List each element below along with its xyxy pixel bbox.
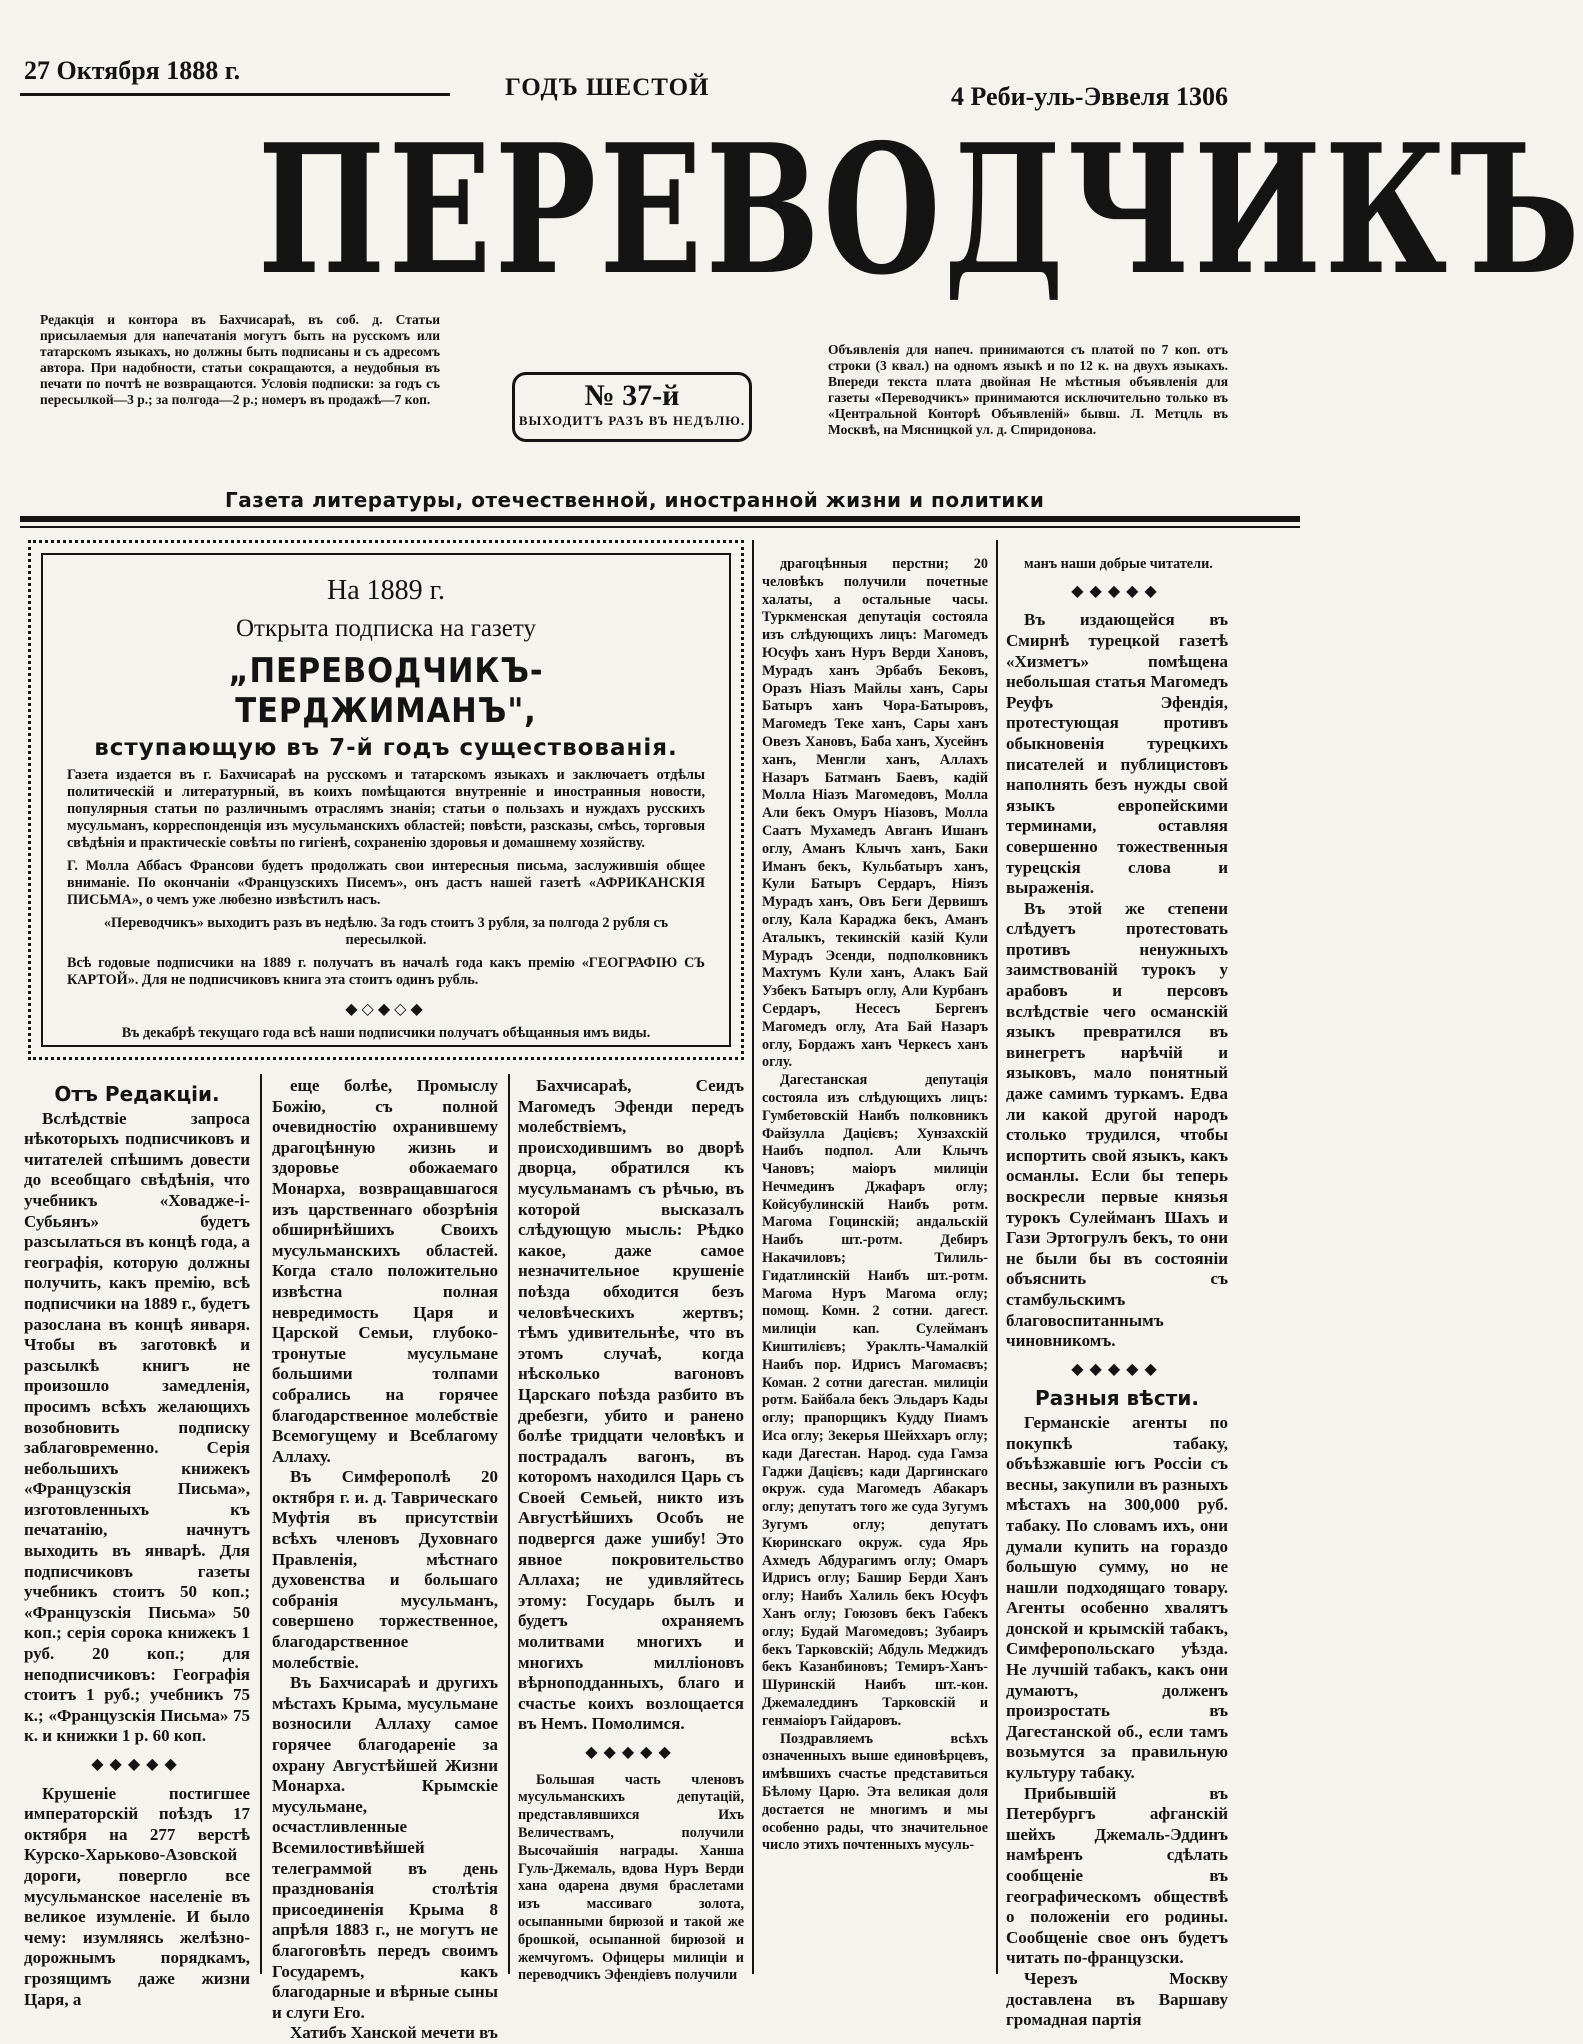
announcement-entering: вступающую въ 7-й годъ существованія. — [94, 735, 678, 761]
issue-frequency: ВЫХОДИТЪ РАЗЪ ВЪ НЕДѢЛЮ. — [518, 413, 746, 428]
issue-number-box — [512, 372, 752, 442]
column-5-text-1: манъ наши добрые читатели. — [1024, 556, 1213, 572]
ornament-divider: ◆◆◆◆◆ — [585, 1744, 677, 1761]
column-4-text-1: драгоцѣнныя перстни; 20 человѣкъ получили почетные халаты, а остальные часы. Туркменская депутація состояла изъ слѣдующихъ лицъ: Магомедъ Юсуфъ ханъ Нуръ Верди Хановъ, Мурадъ ханъ Эрбабъ Бековъ, Оразъ Ніазъ Майлы ханъ, Сары Батыръ ханъ Чора-Батыровъ, Магомедъ Теке ханъ, Сары ханъ Овезъ Хановъ, Баба ханъ, Хусейнъ ханъ, Менгли ханъ, Аллахъ Назаръ Батманъ Баевъ, кадій Молла Ніазъ Магомедовъ, Молла Али бекъ Омуръ Ніазовъ, Молла Саатъ Мухамедъ Авганъ Ишанъ оглу, Аманъ Клычъ ханъ, Баки Иманъ бекъ, Кульбатыръ ханъ, Кули Батыръ Сердаръ, Ніязъ Мурадъ ханъ, Овъ Беги Дервишъ оглу, Кала Караджа бекъ, Аманъ Аталыкъ, текинскій казій Кули Мурадъ Эсенди, подполковникъ Махтумъ Кули ханъ, Алакъ Бай Узбекъ Батыръ оглу, Али Курбанъ Сердаръ, Несесъ Бергенъ Магомедъ оглу, Ата Бай Назаръ оглу, Бордажъ ханъ Черкесъ ханъ оглу. — [762, 556, 988, 1071]
column-2-text-2: Въ Симферополѣ 20 октября г. и. д. Таврическаго Муфтія въ присутствіи всѣхъ членовъ Духовнаго Правленія, мѣстнаго духовенства и большаго собранія мусульманъ, совершено торжественное, благодарственное молебствіе. — [272, 1467, 498, 1672]
column-rule — [260, 1074, 262, 1974]
column-4 — [762, 556, 988, 1855]
column-5-text-5: Прибывшій въ Петербургъ афганскій шейхъ Джемаль-Эддинъ намѣренъ сдѣлать сообщеніе въ географическомъ обществѣ о положеніи его родины. Сообщеніе свое онъ будетъ читать по-французски. — [1006, 1783, 1228, 1968]
column-5-text-4: Германскіе агенты по покупкѣ табаку, объѣзжавшіе югъ Россіи съ весны, закупили въ разныхъ мѣстахъ на 300,000 руб. табаку. По словамъ ихъ, они думали купить на гораздо большую сумму, но не нашли подходящаго товару. Агенты особенно хвалятъ донской и крымскій табакъ, Симферопольскаго уѣзда. Не лучшій табакъ, какъ они думаютъ, долженъ произростать въ Дагестанской об., если тамъ возьмутся за правильную культуру табаку. — [1006, 1412, 1228, 1783]
column-rule — [996, 540, 998, 1974]
announcement-open: Открыта подписка на газету — [236, 615, 536, 642]
column-3-text-1: Бахчисараѣ, Сеидъ Магомедъ Эфенди передъ молебствіемъ, происходившимъ во дворѣ дворца, обратился къ мусульманамъ съ рѣчью, въ которой высказалъ слѣдующую мысль: Рѣдко какое, даже самое незначительное крушеніе поѣзда обходится безъ человѣческихъ жертвъ; тѣмъ удивительнѣе, что въ этомъ случаѣ, когда нѣсколько вагоновъ Царскаго поѣзда разбито въ дребезги, убито и ранено болѣе тридцати человѣкъ и пострадалъ вагонъ, въ которомъ находился Царь съ Своей Семьей, никто изъ Августѣйшихъ Особъ не подвергся даже ушибу! Это явное покровительство Аллаха; не удивляйтесь этому: Государь былъ и будетъ охраняемъ молитвами многихъ и многихъ милліоновъ вѣрноподданныхъ, благо и счастье коихъ возлощается въ Немъ. Помолимся. — [518, 1076, 744, 1734]
masthead-title: ПЕРЕВОДЧИКЪ — [257, 105, 1583, 314]
announcement-text-5: Въ декабрѣ текущаго года всѣ наши подписчики получатъ обѣщанныя имъ виды. — [121, 1025, 651, 1041]
newspaper-subtitle: Газета литературы, отечественной, иностранной жизни и политики — [225, 488, 1045, 512]
column-1-text-1: Вслѣдствіе запроса нѣкоторыхъ подписчиковъ и читателей спѣшимъ довести до всеобщаго свѣдѣнія, что учебникъ «Ховадже-і-Субьянъ» будетъ разсылаться въ концѣ года, а географія, которую должны получить, какъ премію, всѣ подписчики на 1889 г., будетъ разослана въ концѣ января. Чтобы въ заготовкѣ и разсылкѣ книгъ не произошло замедленія, просимъ всѣхъ желающихъ возобновить подписку заблаговременно. Серія небольшихъ книжекъ «Французскія Письма», изготовленныхъ къ печатанію, начнутъ выходить въ январѣ. Для подписчиковъ газеты учебникъ стоитъ 50 коп.; «Французскія Письма» 50 коп.; серія сорока книжекъ 1 руб. 20 коп.; для неподписчиковъ: Географія стоитъ 1 руб.; учебникъ 75 к.; «Французскія Письма» 75 к. и книжки 1 р. 60 коп. — [24, 1108, 250, 1746]
date-hijri: 4 Реби-уль-Эввеля 1306 — [951, 82, 1228, 111]
announcement-year: На 1889 г. — [327, 575, 445, 606]
column-1 — [24, 1080, 250, 2010]
column-4-text-2: Дагестанская депутація состояла изъ слѣдующихъ лицъ: Гумбетовскій Наибъ полковникъ Файзулла Дацієвъ; Хунзахскій Наибъ подпол. Али Клычъ Чановъ; маіоръ милиціи Нечмединъ Джафаръ оглу; Койсубулинскій Наибъ ротм. Магома Гоцинскій; андальскій Наибъ шт.-ротм. Дебиръ Накачиловъ; Тилиль-Гидатлинскій Наибъ шт.-ротм. Магома Нуръ Магома оглу; помощ. Комн. 2 сотни. дагест. милиціи кап. Сулейманъ Киштилієвъ; Ураклть-Чамалкій Наибъ пор. Идрисъ Магомаєвъ; Коман. 2 сотни дагестан. милиціи ротм. Байбала бекъ Эльдаръ Кады оглу; прапорщикъ Кудду Пиамъ Иса оглу; Зекерья Шейххаръ оглу; кади Дагестан. Народ. суда Гамза Гаджи Дацієвъ; кади Даргинскаго окруж. суда Магомедъ Абакаръ оглу; депутатъ того же суда Зугумъ Зугумъ оглу; депутатъ Кюринскаго окруж. суда Ярь Ахмедъ Абдурагимъ оглу; Омаръ Идрисъ оглу; Башир Берди Ханъ оглу; Наибъ Халиль бекъ Юсуфъ Ханъ оглу; Гоюзовъ бекъ Габекъ оглу; Будай Магомедовъ; Зубаиръ бекъ Тарковскій; Абдуль Меджидъ бекъ Казанбиновъ; Темиръ-Ханъ-Шуринскій Наибъ шт.-кон. Джемаледдинъ Тарковскій и генмаіоръ Гайдаровъ. — [762, 1072, 988, 1729]
column-2 — [272, 1076, 498, 2044]
announcement-frame — [41, 553, 731, 1047]
header-rule — [20, 93, 450, 96]
announcement-text-3: «Переводчикъ» выходитъ разъ въ недѣлю. За годъ стоитъ 3 рубля, за полгода 2 рубля съ пересылкой. — [103, 915, 669, 948]
ornament-divider: ◆◆◆◆◆ — [1071, 582, 1163, 600]
section-title-news: Разныя вѣсти. — [1035, 1386, 1199, 1411]
announcement-text-4: Всѣ годовые подписчики на 1889 г. получатъ въ началѣ года какъ премію «ГЕОГРАФІЮ СЪ КАРТОЙ». Для не подписчиковъ книга эта стоитъ одинъ рубль. — [67, 955, 705, 988]
column-2-text-3: Въ Бахчисараѣ и другихъ мѣстахъ Крыма, мусульмане возносили Аллаху самое горячее благодареніе за охрану Августѣйшей Жизни Монарха. Крымскіе мусульмане, осчастливленные Всемилостивѣйшей телеграммой въ день празднованія столѣтія присоединенія Крыма 8 апрѣля 1883 г., не могутъ не благоговѣть передъ своимъ Государемъ, какъ благодарные и вѣрные сыны и слуги Его. — [272, 1673, 498, 2022]
column-rule — [752, 540, 754, 1974]
header-divider-thin — [20, 526, 1300, 528]
issue-number: № 37-й — [584, 379, 680, 412]
header-divider-thick — [20, 516, 1300, 522]
column-3 — [518, 1076, 744, 1985]
date-gregorian: 27 Октября 1888 г. — [24, 56, 241, 85]
column-4-text-3: Поздравляемъ всѣхъ означенныхъ выше единовѣрцевъ, имѣвшихъ счастье представиться Бѣлому Царю. Эта великая доля достается не многимъ и мы особенно рады, что значительное число этихъ почтенныхъ мусуль- — [762, 1730, 988, 1854]
column-5-text-2: Въ издающейся въ Смирнѣ турецкой газетѣ «Хизметъ» помѣщена небольшая статья Магомедъ Реуфъ Эфендія, протестующая противъ обыкновенія турецкихъ писателей и публицистовъ наполнять безъ нужды свой языкъ европейскими терминами, оставляя совершенно тожественныя турецскія слова и выраженія. — [1006, 610, 1228, 898]
ornament-divider: ◆◇◆◇◆ — [345, 1001, 427, 1018]
announcement-paper-name: „ПЕРЕВОДЧИКЪ-ТЕРДЖИМАНЪ", — [228, 651, 544, 731]
column-2-text-4: Хатибъ Ханской мечети въ — [290, 2023, 498, 2043]
column-5-text-6: Черезъ Москву доставлена въ Варшаву громадная партія — [1006, 1968, 1228, 2030]
ornament-divider: ◆◆◆◆◆ — [1071, 1360, 1163, 1378]
announcement-text-1: Газета издается въ г. Бахчисараѣ на русскомъ и татарскомъ языкахъ и заключаетъ отдѣлы политическій и литературный, въ коихъ помѣщаются внутренніе и иностранныя новости, популярныя статьи по различнымъ отраслямъ знанія; статьи о пользахъ и нуждахъ русскихъ мусульманъ, корреспонденція изъ мусульманскихъ областей; повѣсти, разсказы, смѣсь, торговыя свѣдѣнія и практическіе совѣты по гигіенѣ, сохраненію здоровья и домашнему хозяйству. — [67, 767, 705, 851]
publication-year: ГОДЪ ШЕСТОЙ — [505, 74, 710, 101]
column-1-text-2: Крушеніе постигшее императорскій поѣздъ 17 октября на 277 верстѣ Курско-Харьково-Азовской дороги, повергло все мусульманское населеніе въ великое изумленіе. И было чему: изумляясь желѣзно-дорожнымъ порядкамъ, грозящимъ даже жизни Царя, а — [24, 1783, 250, 2009]
advertising-note: Объявленія для напеч. принимаются съ платой по 7 коп. отъ строки (3 квал.) на одномъ языкѣ и по 12 к. на двухъ языкахъ. Впереди текста плата двойная Не мѣстныя объявленія для газеты «Переводчикъ» принимаются исключительно только въ «Центральной Конторѣ Объявленій» бывш. Л. Метцль въ Москвѣ, на Мясницкой ул. д. Спиридонова. — [828, 342, 1228, 437]
column-rule — [508, 1074, 510, 1974]
editorial-office-note: Редакція и контора въ Бахчисараѣ, въ соб. д. Статьи присылаемыя для напечатанія могутъ быть на русскомъ или татарскомъ языкахъ, но должны быть подписаны и съ адресомъ автора. При надобности, статьи сокращаются, а неудобныя въ печати по почтѣ не возвращаются. Условія подписки: за годъ съ пересылкой—3 р.; за полгода—2 р.; номеръ въ продажѣ—7 коп. — [40, 312, 440, 407]
announcement-text-2: Г. Молла Аббасъ Франсови будетъ продолжать свои интересныя письма, заслужившія общее вниманіе. По окончаніи «Французскихъ Писемъ», онъ дастъ нашей газетѣ «АФРИКАНСКІЯ ПИСЬМА», о чемъ уже любезно извѣстилъ насъ. — [67, 858, 705, 908]
section-title-editorial: Отъ Редакціи. — [54, 1082, 220, 1106]
ornament-divider: ◆◆◆◆◆ — [91, 1756, 183, 1773]
column-3-text-2: Большая часть членовъ мусульманскихъ депутацій, представлявшихся Ихъ Величествамъ, получили Высочайшія награды. Ханша Гуль-Джемаль, вдова Нуръ Верди хана одарена двумя браслетами изъ массиваго золота, осыпанными бирюзой и такой же брошкой, осыпанной бирюзой и жемчугомъ. Офицеры милиціи и переводчикъ Эфендіевъ получили — [518, 1771, 744, 1984]
column-5-text-3: Въ этой же степени слѣдуетъ протестовать противъ ненужныхъ заимствованій турокъ у арабовъ и персовъ вслѣдствіе чего османскій языкъ превратился въ винегретъ нарѣчій и языковъ, мало понятный даже самимъ туркамъ. Едва ли какой другой народъ столько трудился, чтобы испортить свой языкъ, какъ османлы. Если бы теперь воскресли первые князья турокъ Сулейманъ Шахъ и Гази Эртогрулъ бекъ, то они не были бы въ состояніи объяснить съ стамбульскимъ благовоспитаннымъ чиновникомъ. — [1006, 898, 1228, 1351]
subscription-announcement — [28, 540, 744, 1060]
column-2-text-1: еще болѣе, Промыслу Божію, съ полной очевидностію охранившему драгоцѣнную жизнь и здоровье обожаемаго Монарха, возвращавшагося изъ царственнаго обозрѣнія обширнѣйшихъ Своихъ мусульманскихъ областей. Когда стало положительно извѣстна полная невредимость Царя и Царской Семьи, глубоко-тронутые мусульмане большими толпами собрались на горячее благодарственное молебствіе Всемогущему и Всеблагому Аллаху. — [272, 1076, 498, 1466]
column-5 — [1006, 556, 1228, 2031]
